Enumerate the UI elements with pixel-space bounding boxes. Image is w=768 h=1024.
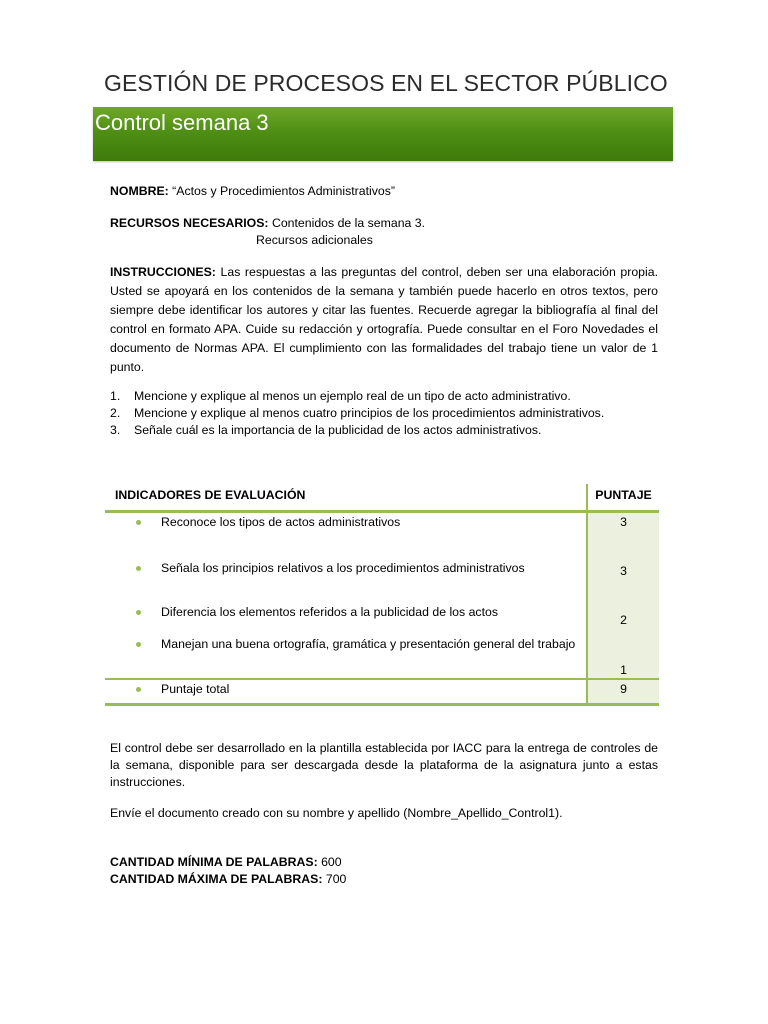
max-words-value: 700	[325, 872, 347, 886]
instructions-text: Las respuestas a las preguntas del control, deben ser una elaboración propia. Usted se apoyará en los contenidos de la semana y también puede hacerlo en otros textos, pero siempre debe identificar los autores y citar las fuentes. Recuerde agregar la bibliografía al final del control en formato APA. Cuide su redacción y ortografía. Puede consultar en el Foro Novedades el documento de Normas APA. El cumplimiento con las formalidades del trabajo tiene un valor de 1 punto.	[110, 265, 658, 374]
max-words-label: CANTIDAD MÁXIMA DE PALABRAS:	[110, 872, 323, 886]
table-rule-top	[105, 510, 659, 513]
question-item: 2. Mencione y explique al menos cuatro principios de los procedimientos administrativos.	[110, 406, 605, 420]
resources-line-1: Contenidos de la semana 3.	[271, 216, 426, 230]
bullet-icon	[136, 642, 141, 647]
resources-label: RECURSOS NECESARIOS:	[110, 216, 269, 230]
header-indicators: INDICADORES DE EVALUACIÓN	[115, 488, 306, 502]
total-label: Puntaje total	[161, 682, 230, 696]
evaluation-table	[105, 484, 659, 708]
instructions-label: INSTRUCCIONES:	[110, 265, 216, 279]
score-value: 3	[620, 515, 627, 529]
word-count-requirements	[110, 854, 658, 888]
instructions-paragraph	[110, 263, 658, 377]
resources-line-2: Recursos adicionales	[256, 233, 373, 247]
total-score: 9	[620, 682, 627, 696]
course-title: GESTIÓN DE PROCESOS EN EL SECTOR PÚBLICO	[104, 70, 668, 96]
score-value: 1	[620, 663, 627, 677]
name-value: “Actos y Procedimientos Administrativos”	[172, 184, 395, 198]
table-row	[105, 604, 586, 634]
name-field	[110, 183, 658, 200]
control-title: Control semana 3	[95, 110, 269, 135]
indicator-text: Diferencia los elementos referidos a la publicidad de los actos	[161, 605, 498, 619]
score-value: 3	[620, 564, 627, 578]
min-words-label: CANTIDAD MÍNIMA DE PALABRAS:	[110, 855, 318, 869]
footer-paragraph-template: El control debe ser desarrollado en la plantilla establecida por IACC para la entrega de controles de la semana, disponible para ser descargada desde la plataforma de la asignatura junto a estas instrucciones.	[110, 741, 658, 789]
indicator-text: Señala los principios relativos a los procedimientos administrativos	[161, 561, 525, 575]
table-rule-bottom	[105, 703, 659, 706]
table-rule-total	[105, 678, 659, 680]
table-row	[105, 560, 586, 600]
table-row	[105, 514, 586, 554]
header-score: PUNTAJE	[595, 488, 652, 502]
control-banner	[93, 107, 673, 161]
bullet-icon	[136, 687, 141, 692]
footer-paragraph-submit: Envíe el documento creado con su nombre y apellido (Nombre_Apellido_Control1).	[110, 806, 563, 820]
resources-field	[110, 215, 658, 249]
questions-list	[110, 388, 694, 439]
name-label: NOMBRE:	[110, 184, 169, 198]
score-value: 2	[620, 613, 627, 627]
bullet-icon	[136, 566, 141, 571]
indicator-text: Manejan una buena ortografía, gramática y presentación general del trabajo	[161, 637, 576, 651]
table-row-total	[105, 681, 586, 703]
question-item: 1. Mencione y explique al menos un ejemplo real de un tipo de acto administrativo.	[110, 389, 571, 403]
table-header	[105, 484, 659, 511]
bullet-icon	[136, 520, 141, 525]
bullet-icon	[136, 610, 141, 615]
question-item: 3. Señale cuál es la importancia de la publicidad de los actos administrativos.	[110, 423, 542, 437]
min-words-value: 600	[321, 855, 342, 869]
indicator-text: Reconoce los tipos de actos administrativos	[161, 515, 401, 529]
table-row	[105, 636, 586, 676]
